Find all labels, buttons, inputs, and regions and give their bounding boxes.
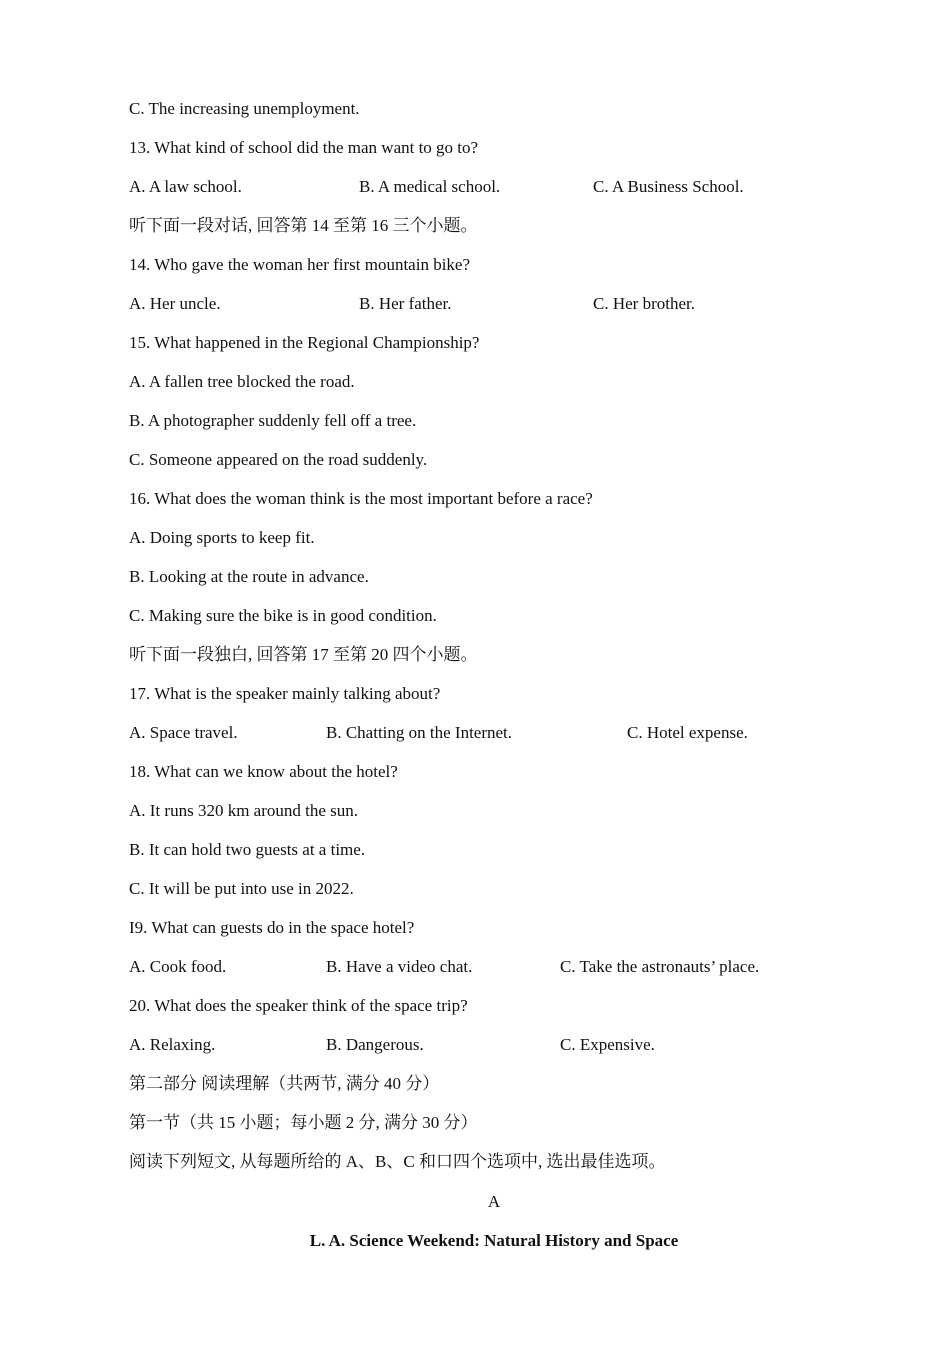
q14-question: 14. Who gave the woman her first mountain bike? — [129, 255, 471, 274]
q15-option-a: A. A fallen tree blocked the road. — [129, 372, 355, 391]
q16-option-a: A. Doing sports to keep fit. — [129, 528, 315, 547]
q17-question: 17. What is the speaker mainly talking about? — [129, 684, 441, 703]
q13-option-a: A. A law school. — [129, 177, 242, 196]
q19-option-b: B. Have a video chat. — [326, 957, 473, 976]
q19-option-c: C. Take the astronauts’ place. — [560, 957, 760, 976]
q19-option-a: A. Cook food. — [129, 957, 227, 976]
q14-option-b: B. Her father. — [359, 294, 452, 313]
q18-question: 18. What can we know about the hotel? — [129, 762, 398, 781]
reading-instruction: 阅读下列短文, 从每题所给的 A、B、C 和口四个选项中, 选出最佳选项。 — [129, 1152, 666, 1171]
q12-option-c: C. The increasing unemployment. — [129, 99, 360, 118]
q15-option-b: B. A photographer suddenly fell off a tree. — [129, 411, 417, 430]
q20-option-a: A. Relaxing. — [129, 1035, 216, 1054]
q17-option-a: A. Space travel. — [129, 723, 238, 742]
q20-option-b: B. Dangerous. — [326, 1035, 424, 1054]
q18-option-c: C. It will be put into use in 2022. — [129, 879, 354, 898]
q18-option-b: B. It can hold two guests at a time. — [129, 840, 366, 859]
part2-heading: 第二部分 阅读理解（共两节, 满分 40 分） — [129, 1074, 440, 1093]
q13-option-c: C. A Business School. — [593, 177, 744, 196]
q13-question: 13. What kind of school did the man want to go to? — [129, 138, 479, 157]
q15-option-c: C. Someone appeared on the road suddenly. — [129, 450, 428, 469]
q16-option-b: B. Looking at the route in advance. — [129, 567, 369, 586]
q16-option-c: C. Making sure the bike is in good condition. — [129, 606, 437, 625]
q17-option-b: B. Chatting on the Internet. — [326, 723, 513, 742]
q17-option-c: C. Hotel expense. — [627, 723, 748, 742]
q16-question: 16. What does the woman think is the most important before a race? — [129, 489, 593, 508]
q19-question: I9. What can guests do in the space hotel? — [129, 918, 415, 937]
instruction-17-20: 听下面一段独白, 回答第 17 至第 20 四个小题。 — [129, 645, 478, 664]
q14-option-a: A. Her uncle. — [129, 294, 221, 313]
section1-heading: 第一节（共 15 小题；每小题 2 分, 满分 30 分） — [129, 1113, 478, 1132]
q20-question: 20. What does the speaker think of the space trip? — [129, 996, 468, 1015]
q18-option-a: A. It runs 320 km around the sun. — [129, 801, 359, 820]
q15-question: 15. What happened in the Regional Championship? — [129, 333, 480, 352]
passage-label: A — [487, 1192, 501, 1211]
q20-option-c: C. Expensive. — [560, 1035, 655, 1054]
q14-option-c: C. Her brother. — [593, 294, 695, 313]
q13-option-b: B. A medical school. — [359, 177, 501, 196]
passage-title: L. A. Science Weekend: Natural History and Space — [309, 1231, 679, 1250]
instruction-14-16: 听下面一段对话, 回答第 14 至第 16 三个小题。 — [129, 216, 478, 235]
